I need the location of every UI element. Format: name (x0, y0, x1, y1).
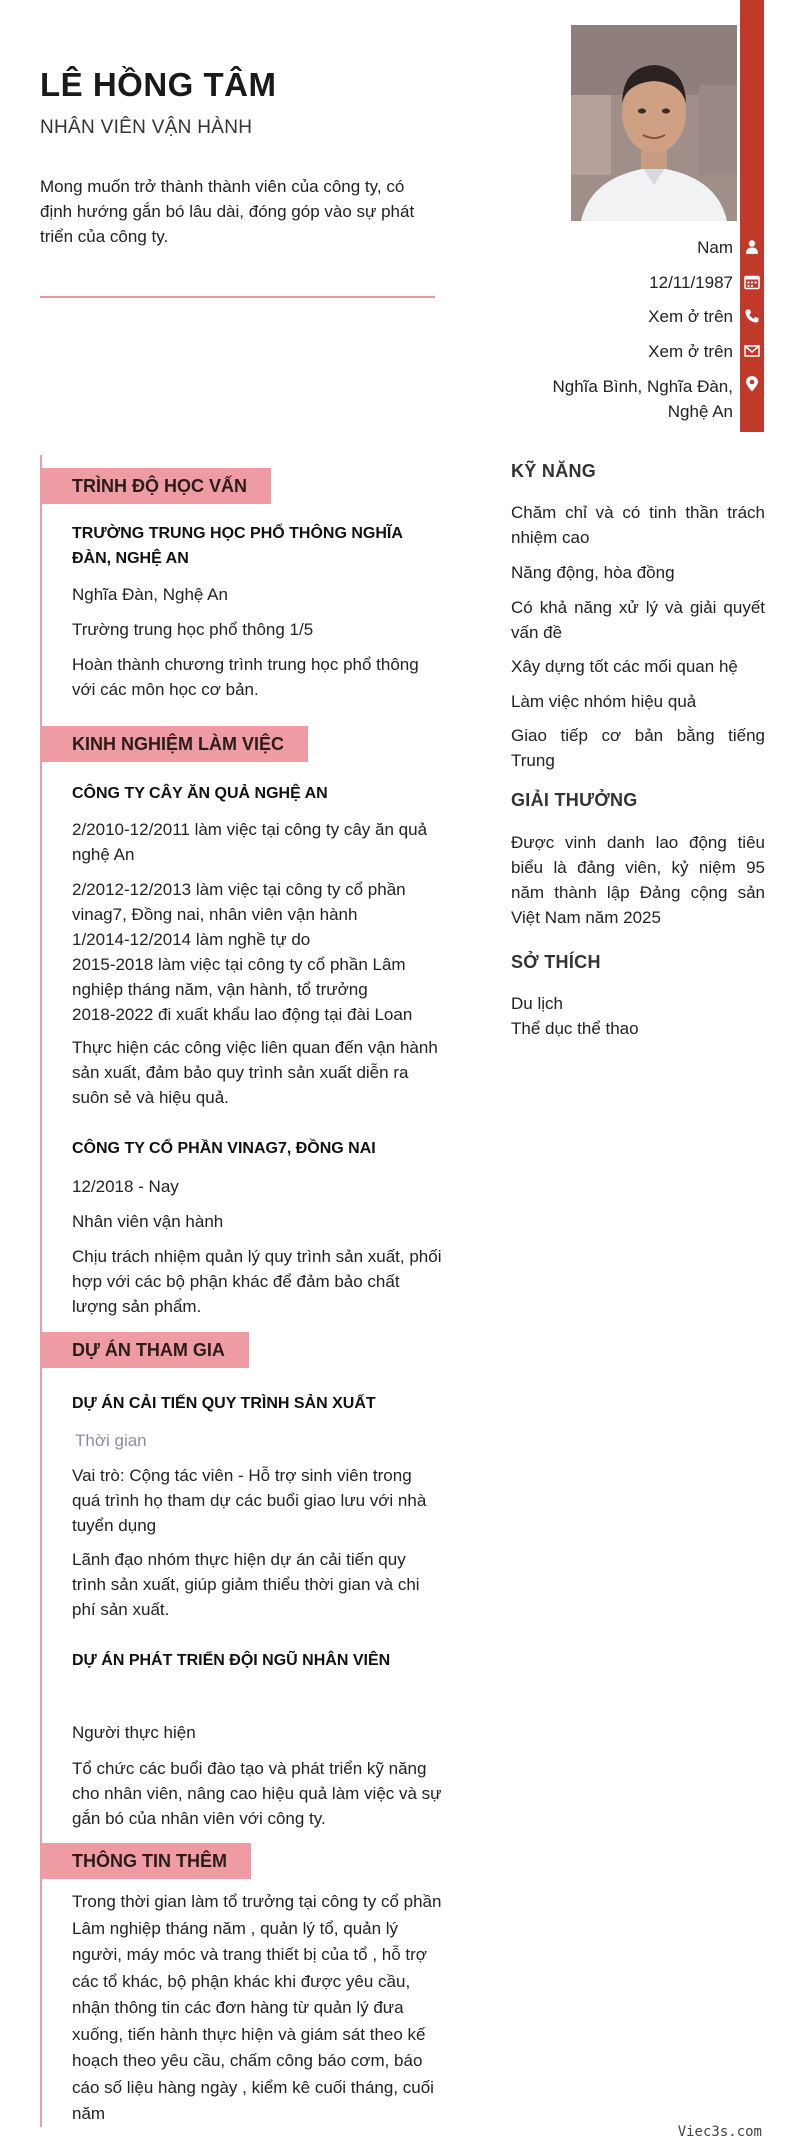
project-time: Thời gian (75, 1431, 147, 1450)
header-divider (40, 296, 435, 298)
job-history-line: 2015-2018 làm việc tại công ty cổ phần Lâm nghiệp tháng năm, vận hành, tổ trưởng (72, 955, 406, 999)
calendar-icon (744, 274, 760, 290)
job-description: Thực hiện các công việc liên quan đến vận hành sản xuất, đảm bảo quy trình sản xuất diễn ra suôn sẻ và hiệu quả. (72, 1038, 438, 1107)
contact-gender: Nam (697, 238, 733, 257)
section-heading-projects: DỰ ÁN THAM GIA (40, 1332, 249, 1368)
profile-photo (571, 25, 737, 221)
site-watermark: Viec3s.com (677, 2124, 762, 2140)
job-company: CÔNG TY CỔ PHẦN VINAG7, ĐỒNG NAI (72, 1140, 376, 1157)
skill-item: Có khả năng xử lý và giải quyết vấn đề (511, 598, 765, 642)
education-level: Trường trung học phổ thông 1/5 (72, 620, 314, 639)
mail-icon (744, 343, 760, 359)
career-objective: Mong muốn trở thành thành viên của công ty, có định hướng gắn bó lâu dài, đóng góp vào sự phát triển của công ty. (40, 177, 415, 246)
candidate-name: LÊ HỒNG TÂM (40, 66, 277, 103)
job-history-line: 2018-2022 đi xuất khẩu lao động tại đài Loan (72, 1005, 413, 1024)
job-history-line: 2/2012-12/2013 làm việc tại công ty cổ phần vinag7, Đồng nai, nhân viên vận hành (72, 880, 406, 924)
section-heading-awards: GIẢI THƯỞNG (511, 790, 638, 810)
hobby-item: Du lịch (511, 994, 563, 1013)
skill-item: Chăm chỉ và có tinh thần trách nhiệm cao (511, 503, 765, 547)
job-company: CÔNG TY CÂY ĂN QUẢ NGHỆ AN (72, 785, 328, 802)
person-icon (744, 239, 760, 255)
skill-item: Xây dựng tốt các mối quan hệ (511, 657, 738, 676)
section-heading-education: TRÌNH ĐỘ HỌC VẤN (40, 468, 271, 504)
contact-address: Nghĩa Bình, Nghĩa Đàn, Nghệ An (552, 377, 733, 421)
contact-birthday: 12/11/1987 (649, 273, 733, 292)
job-role: Nhân viên vận hành (72, 1212, 224, 1231)
skill-item: Làm việc nhóm hiệu quả (511, 692, 697, 711)
avatar-portrait (571, 25, 737, 221)
job-description: Chịu trách nhiệm quản lý quy trình sản xuất, phối hợp với các bộ phận khác để đảm bảo chất lượng sản phẩm. (72, 1247, 442, 1316)
section-heading-experience: KINH NGHIỆM LÀM VIỆC (40, 726, 308, 762)
job-period: 2/2010-12/2011 làm việc tại công ty cây ăn quả nghệ An (72, 820, 428, 864)
contact-email: Xem ở trên (648, 342, 733, 361)
job-history (72, 877, 442, 1027)
project-name: DỰ ÁN CẢI TIẾN QUY TRÌNH SẢN XUẤT (72, 1395, 376, 1412)
location-pin-icon (744, 376, 760, 392)
contact-accent-bar (740, 0, 764, 432)
education-description: Hoàn thành chương trình trung học phổ thông với các môn học cơ bản. (72, 655, 419, 699)
education-location: Nghĩa Đàn, Nghệ An (72, 585, 228, 604)
section-heading-skills: KỸ NĂNG (511, 461, 597, 481)
skill-item: Giao tiếp cơ bản bằng tiếng Trung (511, 726, 765, 770)
section-heading-hobbies: SỞ THÍCH (511, 952, 601, 972)
job-title: NHÂN VIÊN VẬN HÀNH (40, 117, 253, 138)
project-role: Vai trò: Cộng tác viên - Hỗ trợ sinh viên trong quá trình họ tham dự các buổi giao lưu với nhà tuyển dụng (72, 1466, 427, 1535)
contact-phone: Xem ở trên (648, 307, 733, 326)
additional-description: Trong thời gian làm tổ trưởng tại công ty cổ phần Lâm nghiệp tháng năm , quản lý tổ, quản lý người, máy móc và trang thiết bị của tổ , hỗ trợ các tổ khác, bộ phận khác khi được yêu cầu, nhận thông tin các đơn hàng từ quản lý đưa xuống, tiến hành thực hiện và giám sát theo kế hoạch theo yêu cầu, chấm công báo cơm, báo cáo số liệu hàng ngày , kiểm kê cuối tháng, cuối năm (72, 1892, 442, 2123)
hobby-item: Thể dục thể thao (511, 1019, 639, 1038)
phone-icon (744, 308, 760, 324)
education-school: TRƯỜNG TRUNG HỌC PHỔ THÔNG NGHĨA ĐÀN, NGHỆ AN (72, 525, 403, 567)
job-period: 12/2018 - Nay (72, 1177, 179, 1196)
project-role: Người thực hiện (72, 1723, 196, 1742)
job-history-line: 1/2014-12/2014 làm nghề tự do (72, 930, 311, 949)
award-description: Được vinh danh lao động tiêu biểu là đảng viên, kỷ niệm 95 năm thành lập Đảng cộng sản Việt Nam năm 2025 (511, 833, 765, 927)
skill-item: Năng động, hòa đồng (511, 563, 675, 582)
project-name: DỰ ÁN PHÁT TRIỂN ĐỘI NGŨ NHÂN VIÊN (72, 1652, 391, 1669)
section-heading-additional: THÔNG TIN THÊM (40, 1843, 251, 1879)
project-description: Tổ chức các buổi đào tạo và phát triển kỹ năng cho nhân viên, nâng cao hiệu quả làm việc và sự gắn bó của nhân viên với công ty. (72, 1759, 442, 1828)
project-description: Lãnh đạo nhóm thực hiện dự án cải tiến quy trình sản xuất, giúp giảm thiểu thời gian và chi phí sản xuất. (72, 1550, 420, 1619)
